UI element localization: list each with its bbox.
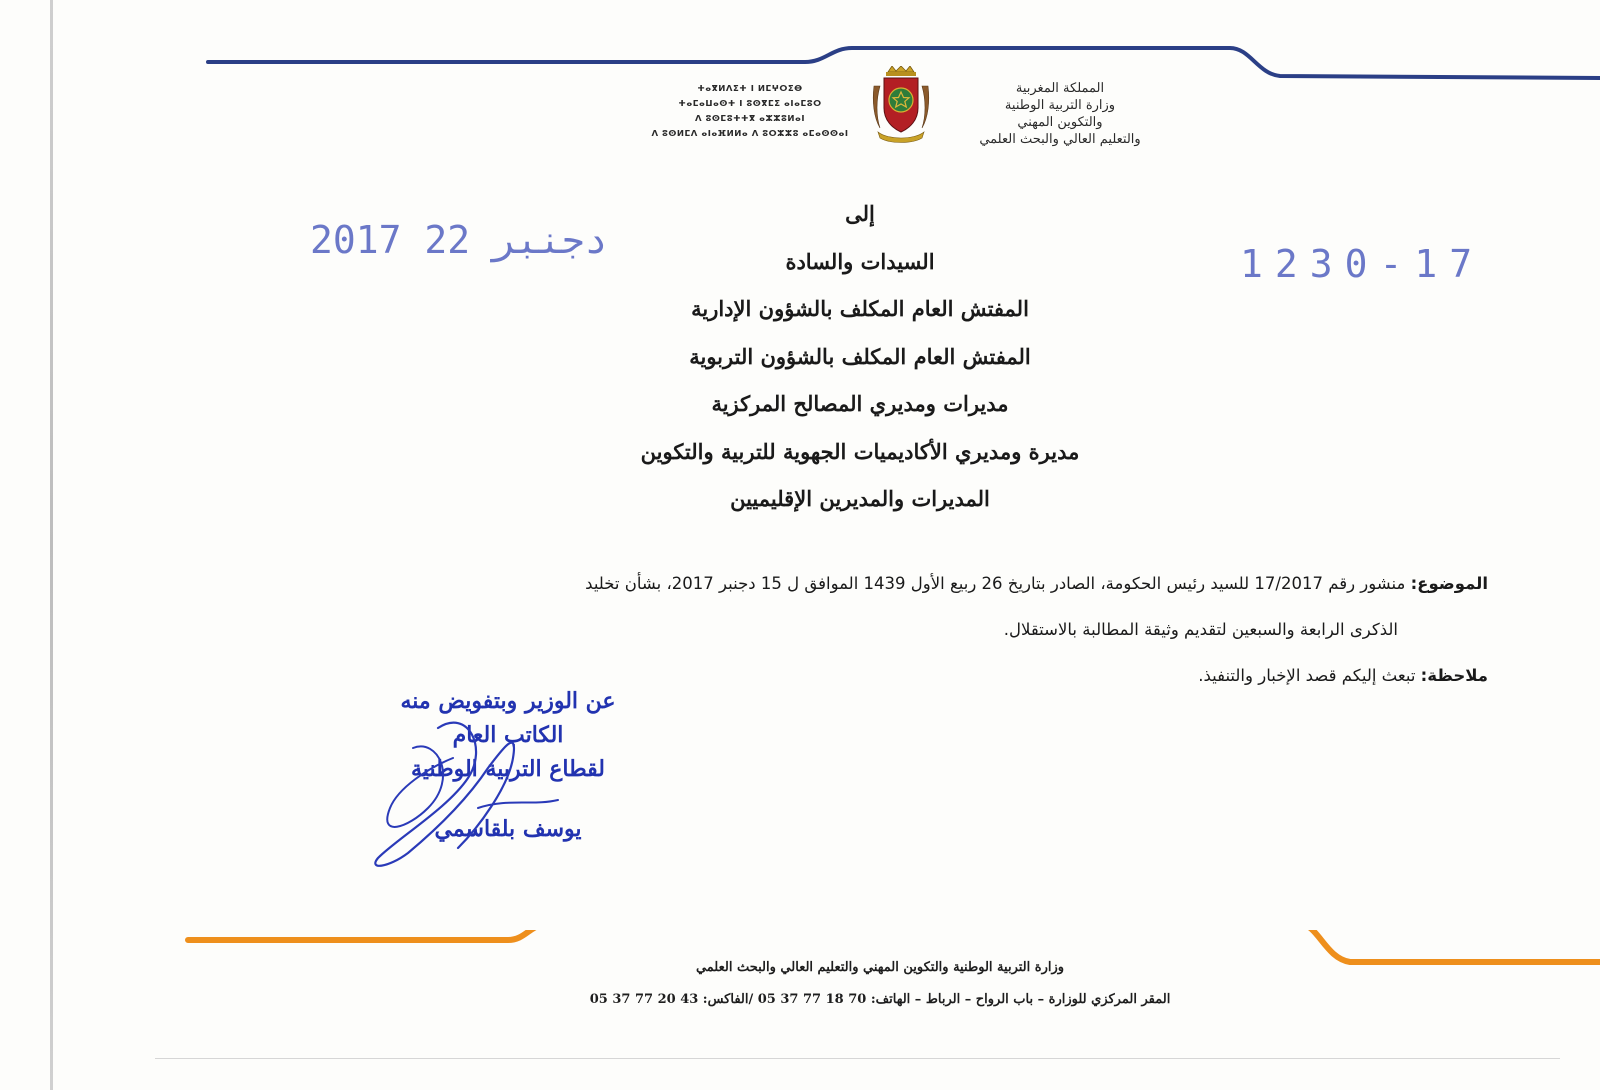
signature-line: يوسف بلقاسمي bbox=[434, 816, 582, 842]
subject-line bbox=[250, 574, 1488, 593]
ministry-name-tifinagh bbox=[640, 82, 860, 142]
recipient-line: المديرات والمديرين الإقليميين bbox=[730, 486, 990, 511]
subject-continuation: الذكرى الرابعة والسبعين لتقديم وثيقة المطالبة بالاستقلال. bbox=[1003, 620, 1398, 639]
signature-stamp bbox=[318, 688, 698, 878]
recipient-line: مديرة ومديري الأكاديميات الجهوية للتربية والتكوين bbox=[640, 438, 1080, 464]
ministry-arabic-line: وزارة التربية الوطنية bbox=[1004, 98, 1116, 113]
ministry-arabic-line: والتكوين المهني bbox=[1017, 115, 1103, 130]
ministry-tifinagh-line: ⴷ ⵓⵙⵎⵓⵜⵜⴳ ⴰⵣⵣⵓⵍⴰⵏ bbox=[695, 114, 805, 124]
scan-page-edge bbox=[50, 0, 53, 1090]
ministry-name-arabic bbox=[945, 80, 1175, 148]
date-stamp: 2017 دجنبر 22 bbox=[310, 218, 608, 262]
recipient-line: مديرات ومديري المصالح المركزية bbox=[711, 391, 1009, 416]
footer-contact: المقر المركزي للوزارة – باب الرواح – الرباط – الهاتف: 70 18 77 37 05 /الفاكس: 43 20 77 37 05 bbox=[589, 992, 1171, 1007]
subject-label: الموضوع: bbox=[1410, 574, 1488, 593]
recipients-block bbox=[560, 190, 1160, 523]
note-label: ملاحظة: bbox=[1420, 666, 1488, 685]
scan-bottom-edge bbox=[155, 1058, 1560, 1059]
ministry-arabic-line: والتعليم العالي والبحث العلمي bbox=[979, 132, 1141, 147]
ministry-tifinagh-line: ⵜⴰⴳⵍⴷⵉⵜ ⵏ ⵍⵎⵖⵔⵉⴱ bbox=[697, 84, 803, 94]
ministry-tifinagh-line: ⵜⴰⵎⴰⵡⴰⵙⵜ ⵏ ⵓⵙⴳⵎⵉ ⴰⵏⴰⵎⵓⵔ bbox=[678, 99, 822, 109]
subject-text: منشور رقم 17/2017 للسيد رئيس الحكومة، الصادر بتاريخ 26 ربيع الأول 1439 الموافق ل 15 دجنبر 2017، بشأن تخليد bbox=[585, 574, 1406, 593]
recipient-line: إلى bbox=[845, 201, 875, 226]
signature-line: الكاتب العام bbox=[452, 722, 564, 748]
ministry-tifinagh-line: ⴷ ⵓⵙⵍⵎⴷ ⴰⵏⴰⴼⵍⵍⴰ ⴷ ⵓⵔⵣⵣⵓ ⴰⵎⴰⵙⵙⴰⵏ bbox=[651, 129, 849, 139]
reference-number-stamp: 1230-17 bbox=[1240, 242, 1485, 286]
signature-line: لقطاع التربية الوطنية bbox=[411, 756, 605, 782]
ministry-arabic-line: المملكة المغربية bbox=[1015, 81, 1105, 96]
note-text: تبعث إليكم قصد الإخبار والتنفيذ. bbox=[1198, 666, 1416, 685]
recipient-line: المفتش العام المكلف بالشؤون التربوية bbox=[689, 343, 1031, 369]
footer-ministry-name: وزارة التربية الوطنية والتكوين المهني والتعليم العالي والبحث العلمي bbox=[695, 960, 1065, 975]
handwritten-signature bbox=[318, 688, 698, 878]
signature-line: عن الوزير وبتفويض منه bbox=[400, 688, 616, 714]
recipient-line: المفتش العام المكلف بالشؤون الإدارية bbox=[691, 296, 1029, 321]
recipient-line: السيدات والسادة bbox=[785, 248, 935, 274]
note-line bbox=[250, 666, 1488, 685]
coat-of-arms-icon bbox=[868, 66, 934, 144]
